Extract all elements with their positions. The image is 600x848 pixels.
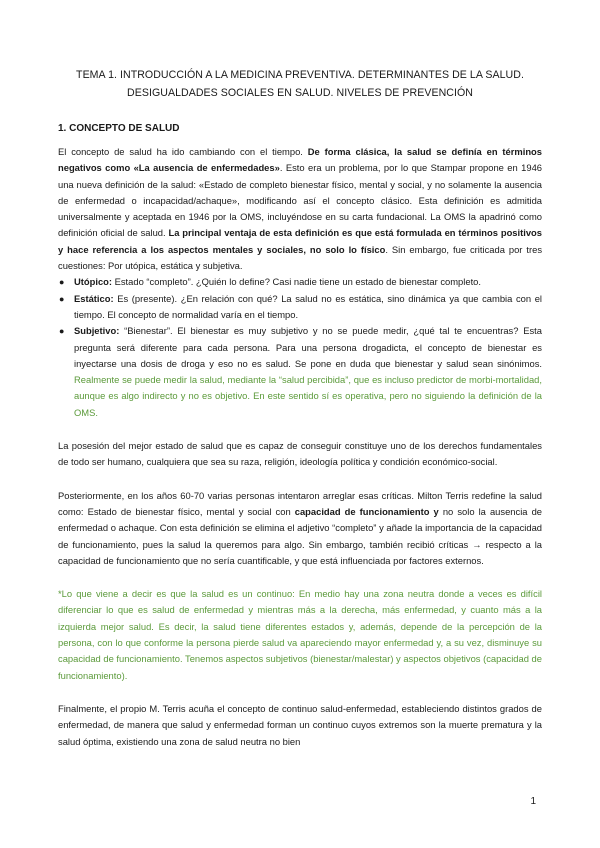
intro-text-2: . Esto era un problema, por lo que Stampar propone en 1946 una nueva definición de la salud: «Estado de completo bienestar físico, mental y social, y no solamente la ausencia de enfermedad o incapacidad/achaque», modificando así el concepto clásico. Esta definición es admitida universalmente y aceptada en 1946 por la OMS, incluyéndose en su carta fundacional. La OMS la apadrinó como definición oficial de salud. xyxy=(58,162,542,239)
bullet-icon: ● xyxy=(59,326,65,337)
list-item xyxy=(58,274,542,290)
list-item-text: “Bienestar”. El bienestar es muy subjetivo y no se puede medir, ¿qué tal te encuentras? Esta pregunta será diferente para cada persona. Para una persona drogadicta, el concepto de bienestar es inyectarse una dosis de droga y eso no es salud. Se pone en duda que bienestar y salud sean sinónimos. xyxy=(74,325,542,369)
list-item-label: Subjetivo: xyxy=(74,325,120,337)
intro-text-3: . Sin embargo, fue criticada por tres cuestiones: Por utópica, estática y subjetiva. xyxy=(58,243,543,272)
intro-bold-2: La principal ventaja de esta definición es que está formulada en términos positivos y hace referencia a los aspectos mentales y sociales, no solo lo físico xyxy=(58,227,542,255)
list-item-label: Utópico: xyxy=(74,276,113,288)
paragraph-continuum-note: *Lo que viene a decir es que la salud es un continuo: En medio hay una zona neutra donde a veces es difícil diferenciar lo que es salud de enfermedad y mientras más a la derecha, más enfermedad, y cuanto más a la izquierda mejor salud. Es decir, la salud tiene diferentes estados y, además, depende de la percepción de la persona, con lo que conforme la persona pierde salud va apareciendo mayor enfermedad y, a su vez, disminuye su capacidad de funcionamiento. Tenemos aspectos subjetivos (bienestar/malestar) y aspectos objetivos (capacidad de funcionamiento). xyxy=(58,588,542,681)
paragraph-intro xyxy=(58,144,542,274)
list-item-label: Estático: xyxy=(74,292,114,304)
terris-bold: capacidad de funcionamiento y xyxy=(294,505,439,517)
document-page xyxy=(58,66,542,750)
bullet-icon: ● xyxy=(59,293,65,304)
terris-text-2: no solo la ausencia de enfermedad o achaque. Con esta definición se elimina el adjetivo “completo” y añade la importancia de la capacidad de funcionamiento, pues la salud la queremos para algo. Sin embargo, también recibió críticas → respecto a la capacidad de funcionamiento que no sería cuantificable, y que está influenciada por factores externos. xyxy=(58,505,542,566)
terris-text-1: Posteriormente, en los años 60-70 varias personas intentaron arreglar esas críticas. Milton Terris redefine la salud como: Estado de bienestar físico, mental y social con xyxy=(58,489,542,517)
criticism-list xyxy=(58,274,542,421)
list-item xyxy=(58,323,542,421)
paragraph-terris xyxy=(58,488,542,569)
list-item-green-note: Realmente se puede medir la salud, mediante la “salud percibida”, que es incluso predictor de morbi-mortalidad, aunque es algo indirecto y no es objetivo. En este sentido sí es operativa, pero no siguiendo la definición de la OMS. xyxy=(74,374,542,418)
list-item-text: Estado “completo”. ¿Quién lo define? Casi nadie tiene un estado de bienestar completo. xyxy=(112,276,481,288)
list-item-text: Es (presente). ¿En relación con qué? La salud no es estática, sino dinámica ya que cambia con el tiempo. El concepto de normalidad varía en el tiempo. xyxy=(74,292,542,320)
intro-text-1: El concepto de salud ha ido cambiando con el tiempo. xyxy=(58,146,308,157)
list-item xyxy=(58,291,542,324)
page-number: 1 xyxy=(530,796,536,807)
bullet-icon: ● xyxy=(59,277,65,288)
paragraph-final: Finalmente, el propio M. Terris acuña el concepto de continuo salud-enfermedad, estableciendo distintos grados de enfermedad, de manera que salud y enfermedad forman un continuo cuyos extremos son la muerte prematura y la salud óptima, existiendo una zona de salud neutra no bien xyxy=(58,702,542,747)
title-line-2: DESIGUALDADES SOCIALES EN SALUD. NIVELES DE PREVENCIÓN xyxy=(127,87,473,99)
intro-bold-1: De forma clásica, la salud se definía en términos negativos como «La ausencia de enfermedades» xyxy=(58,146,542,174)
title-line-1: TEMA 1. INTRODUCCIÓN A LA MEDICINA PREVENTIVA. DETERMINANTES DE LA SALUD. xyxy=(76,69,524,81)
paragraph-rights: La posesión del mejor estado de salud que es capaz de conseguir constituye uno de los derechos fundamentales de todo ser humano, cualquiera que sea su raza, religión, ideología política y condición económico-social. xyxy=(58,440,542,468)
section-heading: 1. CONCEPTO DE SALUD xyxy=(58,123,180,134)
document-title xyxy=(58,66,542,102)
